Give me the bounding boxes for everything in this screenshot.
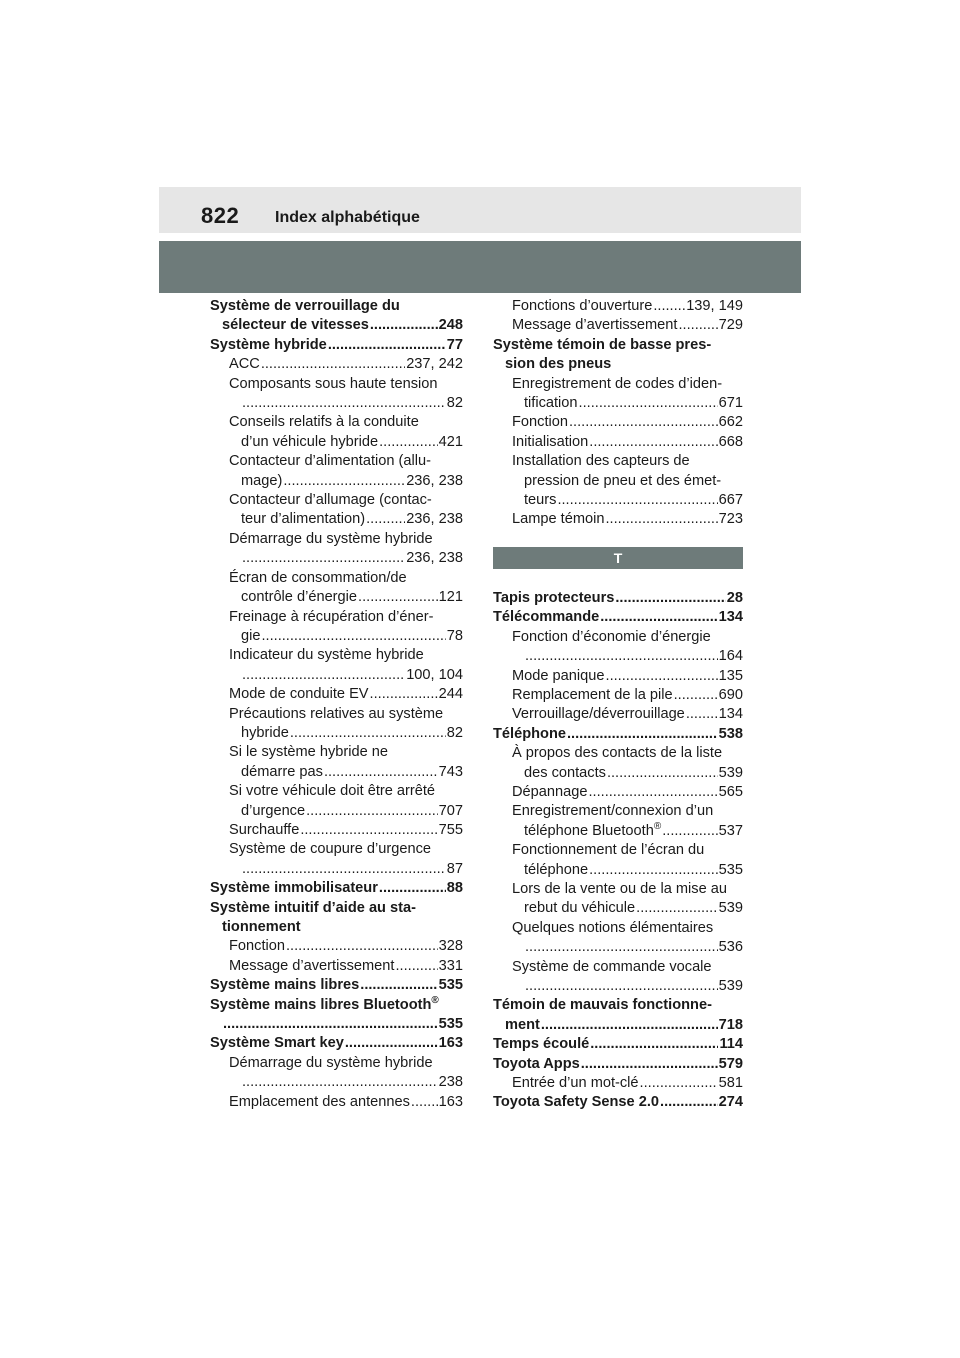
- index-subentry: [210, 1093, 463, 1112]
- entry-text: Initialisation: [512, 433, 589, 450]
- entry-text: Message d’avertissement: [229, 957, 395, 974]
- dot-leader: [569, 413, 718, 432]
- dot-leader: [662, 822, 717, 841]
- entry-text: sion des pneus: [505, 356, 612, 373]
- dot-leader: [581, 1055, 718, 1074]
- letter-heading-t: T: [493, 547, 743, 569]
- entry-text: rebut du véhicule: [524, 900, 636, 917]
- index-subentry: [493, 841, 743, 880]
- entry-text: Lampe témoin: [512, 511, 605, 528]
- index-subentry: [210, 491, 463, 530]
- entry-text: hybride: [241, 724, 289, 741]
- page-reference: 100, 104: [406, 666, 463, 683]
- dot-leader: [242, 394, 446, 413]
- index-subentry: [210, 705, 463, 744]
- page-reference: 236, 238: [406, 472, 463, 489]
- dot-leader: [242, 860, 446, 879]
- index-subentry: [493, 667, 743, 686]
- index-subentry: [493, 628, 743, 667]
- page-reference: 77: [446, 336, 463, 353]
- entry-text: Conseils relatifs à la conduite: [229, 414, 419, 431]
- page-reference: 579: [718, 1055, 743, 1072]
- entry-text: Démarrage du système hybride: [229, 530, 433, 547]
- page-reference: 134: [718, 609, 743, 626]
- entry-text: Emplacement des antennes: [229, 1093, 410, 1110]
- entry-text: Fonction d’économie d’énergie: [512, 628, 711, 645]
- page-reference: 538: [718, 725, 743, 742]
- entry-text: Enregistrement/connexion d’un: [512, 803, 714, 820]
- entry-text: Entrée d’un mot-clé: [512, 1075, 639, 1092]
- dot-leader: [358, 588, 438, 607]
- page-reference: 274: [718, 1094, 743, 1111]
- dot-leader: [306, 802, 438, 821]
- entry-text: Si votre véhicule doit être arrêté: [229, 783, 436, 800]
- index-entry: [493, 1035, 743, 1054]
- index-entry: [210, 1034, 463, 1053]
- index-subentry: [493, 783, 743, 802]
- dot-leader: [567, 725, 718, 744]
- entry-text: Système Smart key: [210, 1035, 344, 1052]
- dot-leader: [590, 1035, 718, 1054]
- index-subentry: [493, 802, 743, 841]
- dot-leader: [541, 1016, 718, 1035]
- page-reference: 163: [438, 1035, 463, 1052]
- entry-text: Composants sous haute tension: [229, 375, 438, 392]
- index-subentry: [210, 530, 463, 569]
- entry-text: Télécommande: [493, 609, 600, 626]
- page-reference: 668: [718, 433, 743, 450]
- page-reference: 248: [438, 317, 463, 334]
- index-subentry: [493, 510, 743, 529]
- dot-leader: [261, 355, 405, 374]
- page-reference: 671: [718, 395, 743, 412]
- entry-text: Fonctionnement de l’écran du: [512, 842, 705, 859]
- index-subentry: [493, 375, 743, 414]
- entry-text: Toyota Safety Sense 2.0: [493, 1094, 660, 1111]
- page-reference: 723: [718, 511, 743, 528]
- page-reference: 121: [438, 589, 463, 606]
- dot-leader: [286, 937, 438, 956]
- page-reference: 82: [446, 395, 463, 412]
- entry-text: téléphone Bluetooth®: [524, 820, 662, 839]
- dot-leader: [678, 316, 717, 335]
- dot-leader: [588, 783, 717, 802]
- dot-leader: [557, 491, 717, 510]
- entry-text: Système hybride: [210, 336, 327, 353]
- entry-text: démarre pas: [241, 763, 323, 780]
- page-reference: 535: [718, 861, 743, 878]
- header-bar: [159, 187, 801, 233]
- entry-text: Témoin de mauvais fonctionne-: [493, 997, 712, 1014]
- header-band: [159, 241, 801, 293]
- index-subentry: [493, 880, 743, 919]
- index-entry: [493, 1055, 743, 1074]
- dot-leader: [636, 899, 717, 918]
- entry-text: Lors de la vente ou de la mise au: [512, 880, 727, 897]
- index-list-continued: [493, 297, 743, 530]
- entry-text: Message d’avertissement: [512, 317, 678, 334]
- entry-text: Contacteur d’allumage (contac-: [229, 492, 432, 509]
- entry-text: Remplacement de la pile: [512, 686, 673, 703]
- entry-text: Démarrage du système hybride: [229, 1054, 433, 1071]
- dot-leader: [360, 976, 437, 995]
- dot-leader: [686, 705, 718, 724]
- index-entry: [210, 976, 463, 995]
- entry-text: Téléphone: [493, 725, 566, 742]
- entry-text: Écran de consommation/de: [229, 569, 407, 586]
- entry-text: téléphone: [524, 861, 589, 878]
- index-entry: [493, 336, 743, 375]
- entry-text: Installation des capteurs de: [512, 453, 690, 470]
- dot-leader: [324, 763, 438, 782]
- entry-text: Dépannage: [512, 783, 588, 800]
- page-reference: 535: [438, 1016, 463, 1033]
- dot-leader: [589, 433, 717, 452]
- dot-leader: [660, 1093, 718, 1112]
- dot-leader: [579, 394, 718, 413]
- dot-leader: [370, 316, 438, 335]
- entry-text: Quelques notions élémentaires: [512, 919, 714, 936]
- entry-text: d’urgence: [241, 802, 306, 819]
- page-reference: 78: [446, 627, 463, 644]
- entry-text: Système intuitif d’aide au sta-: [210, 899, 416, 916]
- page-reference: 667: [718, 492, 743, 509]
- entry-text: Enregistrement de codes d’iden-: [512, 375, 723, 392]
- page-reference: 539: [718, 764, 743, 781]
- entry-text: teurs: [524, 492, 557, 509]
- page-reference: 328: [438, 938, 463, 955]
- entry-text: Mode de conduite EV: [229, 686, 369, 703]
- page-reference: 729: [718, 317, 743, 334]
- dot-leader: [653, 297, 685, 316]
- entry-text: Freinage à récupération d’éner-: [229, 608, 434, 625]
- dot-leader: [290, 724, 446, 743]
- page-reference: 28: [726, 589, 743, 606]
- index-list-t: [493, 589, 743, 1113]
- page-number: 822: [201, 203, 240, 228]
- entry-text: Fonction: [229, 938, 285, 955]
- entry-text: ACC: [229, 356, 260, 373]
- entry-text: Surchauffe: [229, 821, 300, 838]
- dot-leader: [379, 433, 438, 452]
- page-reference: 238: [438, 1074, 463, 1091]
- dot-leader: [640, 1074, 718, 1093]
- dot-leader: [589, 861, 718, 880]
- dot-leader: [606, 667, 718, 686]
- page-reference: 537: [718, 822, 743, 839]
- index-subentry: [210, 685, 463, 704]
- entry-text: des contacts: [524, 764, 606, 781]
- page-reference: 87: [446, 860, 463, 877]
- page-reference: 82: [446, 724, 463, 741]
- entry-text: Système témoin de basse pres-: [493, 336, 712, 353]
- entry-text: Tapis protecteurs: [493, 589, 615, 606]
- index-subentry: [210, 840, 463, 879]
- index-entry: [493, 725, 743, 744]
- page-reference: 536: [718, 939, 743, 956]
- page-reference: 421: [438, 433, 463, 450]
- dot-leader: [615, 589, 725, 608]
- dot-leader: [370, 685, 438, 704]
- page-reference: 236, 238: [406, 550, 463, 567]
- dot-leader: [525, 938, 718, 957]
- page-reference: 539: [718, 900, 743, 917]
- entry-text: Précautions relatives au système: [229, 705, 444, 722]
- dot-leader: [283, 472, 405, 491]
- index-entry: [210, 996, 463, 1035]
- entry-text: contrôle d’énergie: [241, 589, 358, 606]
- index-entry: [493, 1093, 743, 1112]
- page-reference: 565: [718, 783, 743, 800]
- entry-text: Système de commande vocale: [512, 958, 712, 975]
- page-reference: 581: [718, 1075, 743, 1092]
- index-entry: [493, 608, 743, 627]
- index-subentry: [210, 1054, 463, 1093]
- index-column-left: [210, 297, 463, 1112]
- dot-leader: [223, 1015, 438, 1034]
- index-subentry: [210, 569, 463, 608]
- index-subentry: [210, 646, 463, 685]
- entry-text: d’un véhicule hybride: [241, 433, 379, 450]
- page-reference: 88: [446, 880, 463, 897]
- index-subentry: [493, 1074, 743, 1093]
- entry-text: Si le système hybride ne: [229, 744, 388, 761]
- entry-text: Système immobilisateur: [210, 880, 378, 897]
- dot-leader: [328, 336, 446, 355]
- dot-leader: [600, 608, 717, 627]
- page-reference: 114: [719, 1036, 743, 1053]
- index-entry: [210, 297, 463, 336]
- entry-text: mage): [241, 472, 283, 489]
- page-reference: 163: [438, 1093, 463, 1110]
- page-reference: 135: [718, 667, 743, 684]
- page-reference: 244: [438, 686, 463, 703]
- page-reference: 535: [438, 977, 463, 994]
- page-reference: 755: [438, 821, 463, 838]
- entry-text: sélecteur de vitesses: [222, 317, 369, 334]
- dot-leader: [366, 510, 405, 529]
- index-subentry: [493, 452, 743, 510]
- dot-leader: [379, 879, 446, 898]
- index-subentry: [493, 413, 743, 432]
- index-subentry: [493, 705, 743, 724]
- index-entry: [210, 879, 463, 898]
- entry-text: Système de coupure d’urgence: [229, 841, 432, 858]
- index-subentry: [210, 937, 463, 956]
- index-subentry: [210, 782, 463, 821]
- index-subentry: [493, 744, 743, 783]
- page-reference: 539: [718, 978, 743, 994]
- index-entry: [493, 589, 743, 608]
- page-reference: 707: [438, 802, 463, 819]
- entry-text: Fonctions d’ouverture: [512, 298, 653, 314]
- entry-text: Contacteur d’alimentation (allu-: [229, 453, 431, 470]
- page-reference: 743: [438, 763, 463, 780]
- index-entry: [210, 899, 463, 938]
- page-reference: 690: [718, 686, 743, 703]
- entry-text: Verrouillage/déverrouillage: [512, 706, 685, 723]
- dot-leader: [525, 647, 718, 666]
- dot-leader: [300, 821, 437, 840]
- index-subentry: [210, 452, 463, 491]
- page-reference: 139, 149: [686, 298, 743, 314]
- entry-text: Temps écoulé: [493, 1036, 590, 1053]
- index-subentry: [210, 743, 463, 782]
- index-subentry: [210, 608, 463, 647]
- entry-text: Système mains libres: [210, 977, 360, 994]
- index-subentry: [493, 958, 743, 997]
- dot-leader: [411, 1093, 438, 1112]
- index-column-right: [493, 297, 743, 1113]
- entry-text: tification: [524, 395, 578, 412]
- entry-text: Toyota Apps: [493, 1055, 580, 1072]
- index-subentry: [210, 355, 463, 374]
- dot-leader: [607, 764, 718, 783]
- entry-text: Système de verrouillage du: [210, 298, 400, 314]
- page-reference: 236, 238: [406, 511, 463, 528]
- entry-text: Indicateur du système hybride: [229, 647, 424, 664]
- page-reference: 164: [718, 648, 743, 665]
- page-title: Index alphabétique: [275, 209, 420, 226]
- entry-text: pression de pneu et des émet-: [524, 472, 722, 489]
- index-subentry: [493, 297, 743, 316]
- index-subentry: [210, 413, 463, 452]
- entry-text: Mode panique: [512, 667, 605, 684]
- entry-text: gie: [241, 627, 261, 644]
- dot-leader: [242, 549, 405, 568]
- entry-text: Système mains libres Bluetooth®: [210, 994, 439, 1013]
- entry-text: Fonction: [512, 414, 568, 431]
- page-reference: 662: [718, 414, 743, 431]
- index-subentry: [210, 375, 463, 414]
- entry-text: tionnement: [222, 919, 301, 935]
- index-subentry: [210, 957, 463, 976]
- page-reference: 718: [718, 1016, 743, 1033]
- index-entry: [210, 336, 463, 355]
- dot-leader: [242, 666, 405, 685]
- dot-leader: [242, 1073, 438, 1092]
- index-subentry: [493, 686, 743, 705]
- page-reference: 237, 242: [406, 356, 463, 373]
- page-reference: 134: [718, 706, 743, 723]
- dot-leader: [674, 686, 718, 705]
- index-entry: [493, 996, 743, 1035]
- entry-text: teur d’alimentation): [241, 511, 366, 528]
- index-subentry: [210, 821, 463, 840]
- dot-leader: [345, 1034, 438, 1053]
- page-reference: 331: [438, 957, 463, 974]
- index-subentry: [493, 433, 743, 452]
- dot-leader: [605, 510, 717, 529]
- index-subentry: [493, 316, 743, 335]
- dot-leader: [261, 627, 445, 646]
- entry-text: ment: [505, 1016, 540, 1033]
- dot-leader: [525, 977, 718, 996]
- index-subentry: [493, 919, 743, 958]
- entry-text: À propos des contacts de la liste: [512, 745, 723, 762]
- dot-leader: [395, 957, 437, 976]
